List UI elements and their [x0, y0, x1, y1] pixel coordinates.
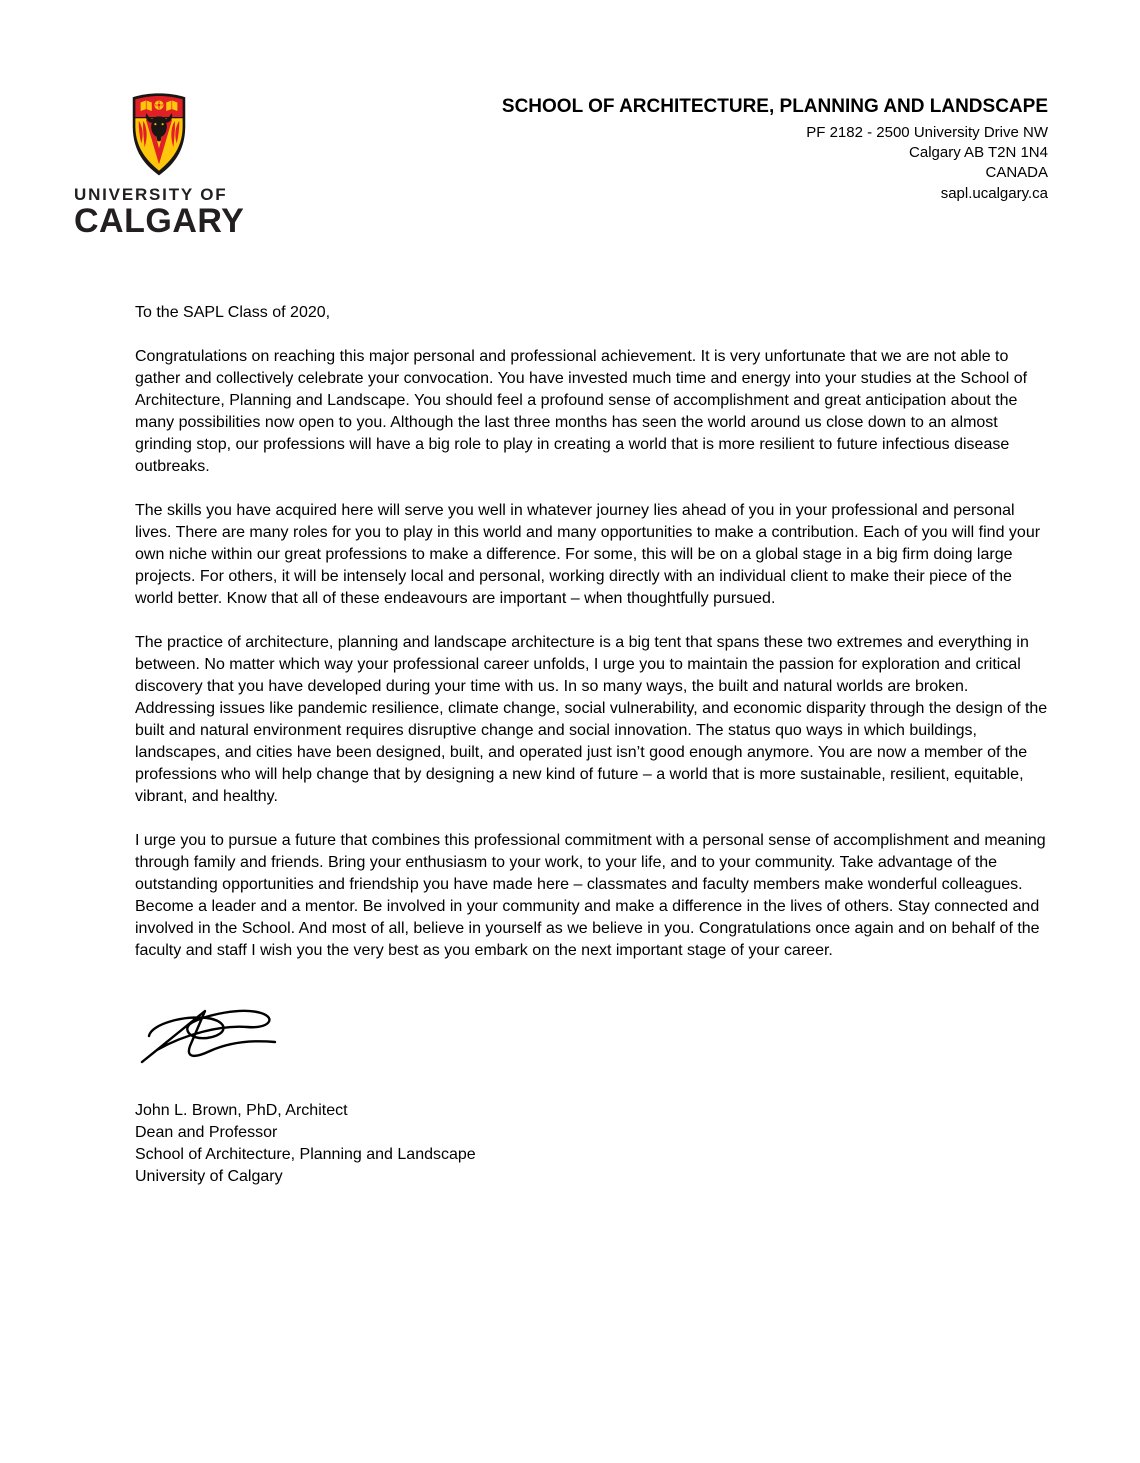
signoff-role: Dean and Professor [135, 1124, 278, 1141]
signature-wrap [135, 998, 1048, 1078]
signoff-block [135, 1100, 1048, 1188]
handwritten-signature-icon [135, 998, 307, 1078]
paragraph-3: The practice of architecture, planning and landscape architecture is a big tent that spans these two extremes and everything in between. No matter which way your professional career unfolds, I urge you to maintain the passion for exploration and critical discovery that you have developed during your time with us. In so many ways, the built and natural worlds are broken. Addressing issues like pandemic resilience, climate change, social vulnerability, and economic disparity through the design of the built and natural environment requires disruptive change and social innovation. The status quo ways in which buildings, landscapes, and cities have been designed, built, and operated just isn’t good enough anymore. You are now a member of the professions who will help change that by designing a new kind of future – a world that is more sustainable, resilient, equitable, vibrant, and healthy. [135, 634, 1048, 805]
address-line-country: CANADA [985, 164, 1048, 181]
wordmark-calgary: CALGARY [74, 202, 245, 240]
paragraph-1: Congratulations on reaching this major personal and professional achievement. It is very unfortunate that we are not able to gather and collectively celebrate your convocation. You have invested much time and energy into your studies at the School of Architecture, Planning and Landscape. You should feel a profound sense of accomplishment and great anticipation about the many possibilities now open to you. Although the last three months has seen the world around us close down to an almost grinding stop, our professions will have a big role to play in creating a world that is more resilient to future infectious disease outbreaks. [135, 348, 1028, 475]
university-logo [74, 92, 244, 241]
ucalgary-crest-icon [121, 92, 197, 176]
letterhead-block [502, 96, 1048, 204]
school-name: SCHOOL OF ARCHITECTURE, PLANNING AND LANDSCAPE [501, 96, 1048, 117]
wordmark-university-of: UNIVERSITY OF [74, 185, 228, 204]
paragraph-4: I urge you to pursue a future that combines this professional commitment with a personal sense of accomplishment and meaning through family and friends. Bring your enthusiasm to your work, to your life, and to your community. Take advantage of the outstanding opportunities and friendship you have made here – classmates and faculty members make wonderful colleagues. Become a leader and a mentor. Be involved in your community and make a difference in the lives of others. Stay connected and involved in the School. And most of all, believe in yourself as we believe in you. Congratulations once again and on behalf of the faculty and staff I wish you the very best as you embark on the next important stage of your career. [135, 832, 1046, 959]
address-line-website: sapl.ucalgary.ca [940, 185, 1048, 202]
letter-body [135, 302, 1048, 1188]
signoff-name: John L. Brown, PhD, Architect [135, 1102, 348, 1119]
address-line-city: Calgary AB T2N 1N4 [909, 144, 1048, 161]
signoff-university: University of Calgary [135, 1168, 283, 1185]
salutation: To the SAPL Class of 2020, [135, 304, 331, 321]
paragraph-2: The skills you have acquired here will serve you well in whatever journey lies ahead of you in your professional and personal lives. There are many roles for you to play in this world and many opportunities to make a contribution. Each of you will find your own niche within our great professions to make a difference. For some, this will be on a global stage in a big firm doing large projects. For others, it will be intensely local and personal, working directly with an individual client to make their piece of the world better. Know that all of these endeavours are important – when thoughtfully pursued. [135, 502, 1041, 607]
crest-wrap [74, 92, 244, 181]
address-line-street: PF 2182 - 2500 University Drive NW [806, 124, 1048, 141]
signoff-school: School of Architecture, Planning and Landscape [135, 1146, 476, 1163]
